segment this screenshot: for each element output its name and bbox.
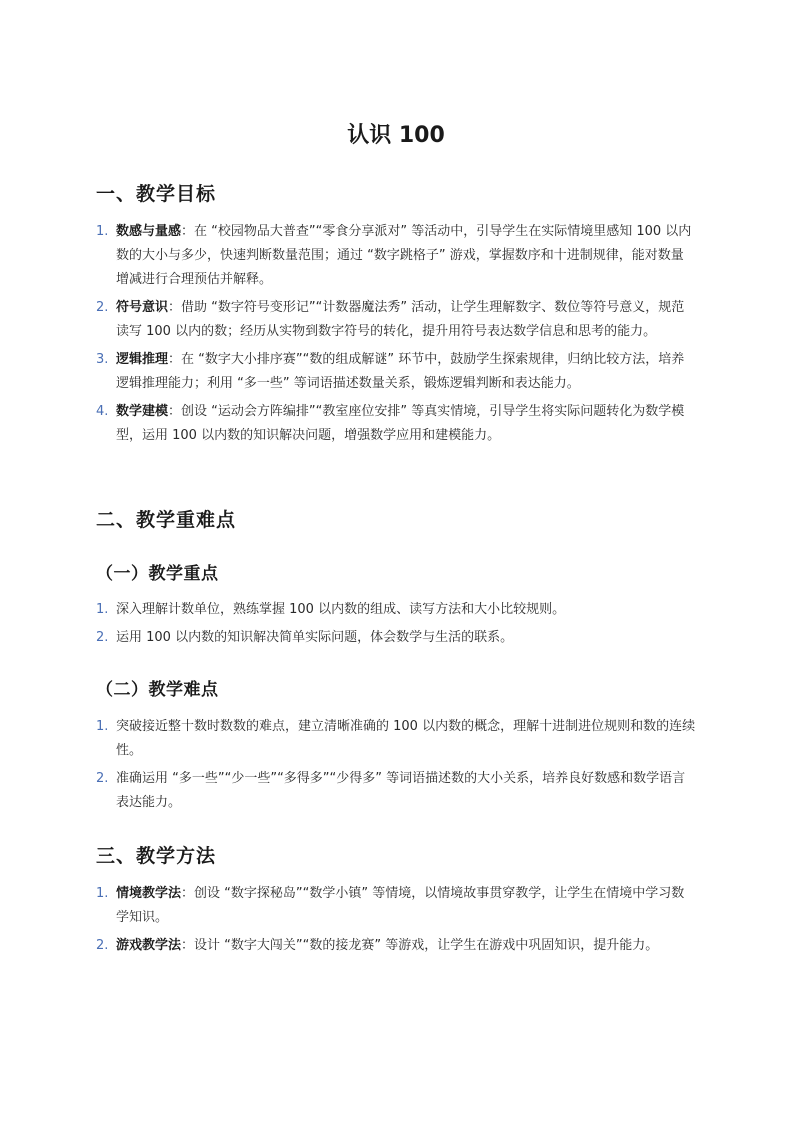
subsection-heading-difficulty: （二）教学难点: [96, 680, 219, 700]
list-item: [96, 348, 696, 396]
difficulty-list: [96, 715, 696, 819]
list-number: 2.: [96, 630, 109, 645]
focus-list: [96, 598, 696, 654]
list-number: 2.: [96, 300, 109, 315]
list-number: 3.: [96, 352, 109, 367]
list-item: [96, 934, 696, 958]
subsection-heading-focus: （一）教学重点: [96, 564, 219, 584]
section-heading-objectives: 一、教学目标: [96, 183, 217, 205]
item-text: ：在 “校园物品大普查”“零食分享派对” 等活动中，引导学生在实际情境里感知 100 以内数的大小与多少，快速判断数量范围；通过 “数字跳格子” 游戏，掌握数序和十进制规律，能对数量增减进行合理预估并解释。: [116, 224, 692, 287]
item-text: ：创设 “数字探秘岛”“数学小镇” 等情境，以情境故事贯穿教学，让学生在情境中学习数学知识。: [116, 886, 685, 925]
item-text: 准确运用 “多一些”“少一些”“多得多”“少得多” 等词语描述数的大小关系，培养良好数感和数学语言表达能力。: [116, 771, 686, 810]
list-item: [96, 767, 696, 815]
item-text: 突破接近整十数时数数的难点，建立清晰准确的 100 以内数的概念，理解十进制进位规则和数的连续性。: [116, 719, 696, 758]
list-number: 2.: [96, 771, 109, 786]
list-item: [96, 296, 696, 344]
item-text: 运用 100 以内数的知识解决简单实际问题，体会数学与生活的联系。: [116, 630, 514, 645]
section-heading-key-points: 二、教学重难点: [96, 509, 237, 531]
item-text: ：设计 “数字大闯关”“数的接龙赛” 等游戏，让学生在游戏中巩固知识，提升能力。: [181, 938, 659, 953]
item-term: 符号意识: [116, 300, 169, 315]
list-number: 1.: [96, 886, 109, 901]
methods-list: [96, 882, 696, 962]
item-text: 深入理解计数单位，熟练掌握 100 以内数的组成、读写方法和大小比较规则。: [116, 602, 566, 617]
objectives-list: [96, 220, 696, 452]
item-text: ：借助 “数字符号变形记”“计数器魔法秀” 活动，让学生理解数字、数位等符号意义，规范读写 100 以内的数；经历从实物到数字符号的转化，提升用符号表达数学信息和思考的能力。: [116, 300, 685, 339]
list-item: [96, 400, 696, 448]
page-title: 认识 100: [347, 123, 445, 148]
item-term: 逻辑推理: [116, 352, 169, 367]
item-term: 数感与量感: [116, 224, 182, 239]
list-item: [96, 598, 696, 622]
list-item: [96, 626, 696, 650]
item-term: 情境教学法: [116, 886, 182, 901]
item-text: ：在 “数字大小排序赛”“数的组成解谜” 环节中，鼓励学生探索规律，归纳比较方法，培养逻辑推理能力；利用 “多一些” 等词语描述数量关系，锻炼逻辑判断和表达能力。: [116, 352, 685, 391]
list-item: [96, 220, 696, 292]
list-number: 1.: [96, 224, 109, 239]
list-number: 2.: [96, 938, 109, 953]
list-number: 1.: [96, 602, 109, 617]
list-number: 4.: [96, 404, 109, 419]
item-term: 数学建模: [116, 404, 169, 419]
item-text: ：创设 “运动会方阵编排”“教室座位安排” 等真实情境，引导学生将实际问题转化为数学模型，运用 100 以内数的知识解决问题，增强数学应用和建模能力。: [116, 404, 685, 443]
section-heading-methods: 三、教学方法: [96, 845, 217, 867]
list-number: 1.: [96, 719, 109, 734]
list-item: [96, 882, 696, 930]
item-term: 游戏教学法: [116, 938, 182, 953]
list-item: [96, 715, 696, 763]
